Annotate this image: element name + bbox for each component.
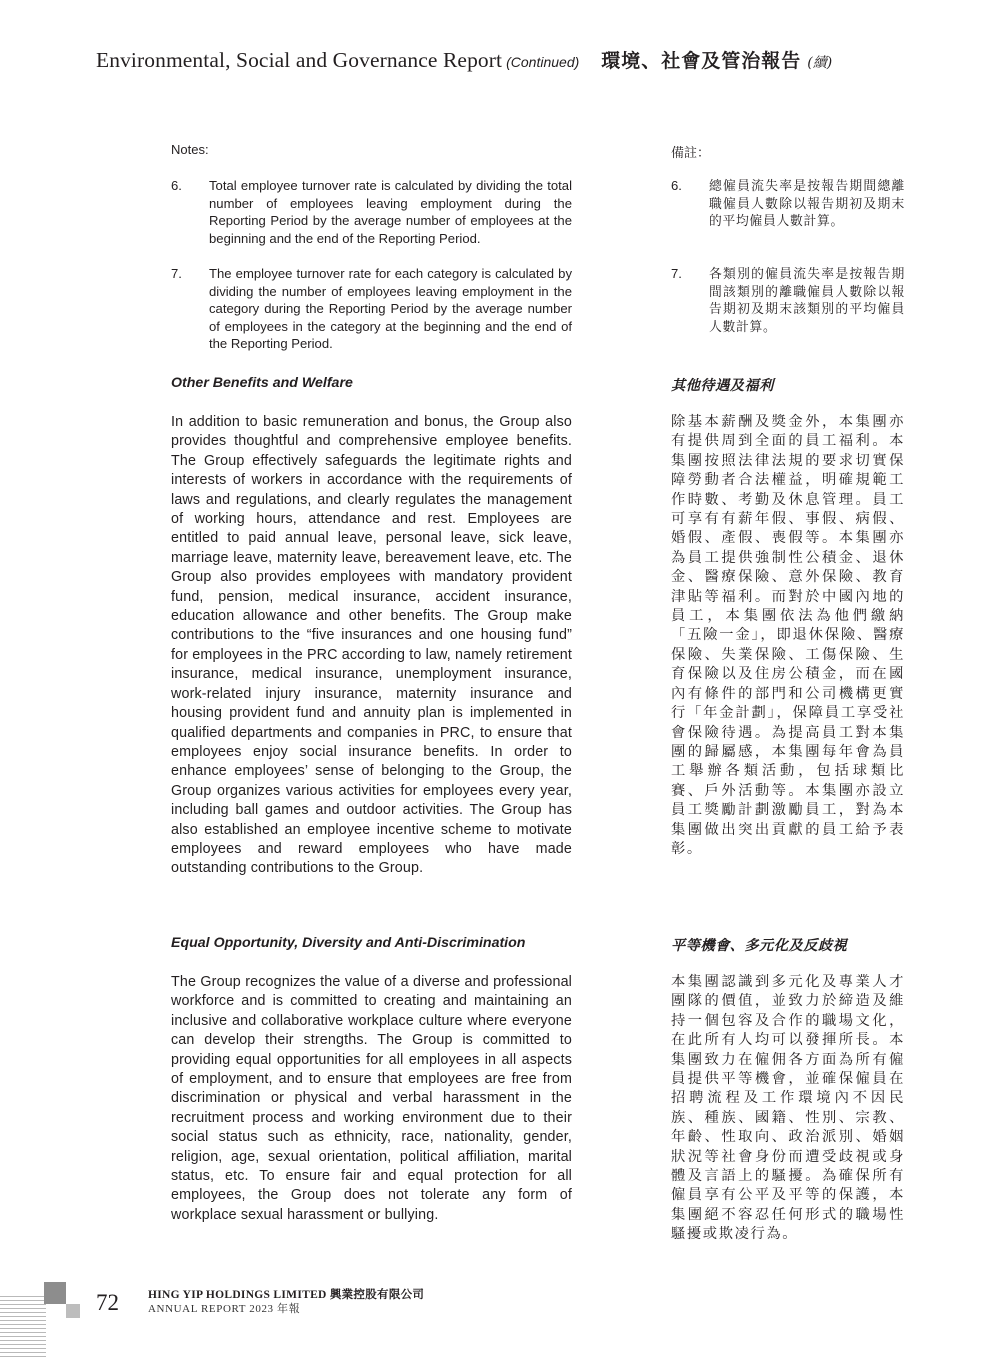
- equal-heading-en: Equal Opportunity, Diversity and Anti-Discrimination: [171, 935, 526, 951]
- note-number: 7.: [171, 266, 182, 281]
- report-title-zh: 環境、社會及管治報告: [601, 50, 802, 72]
- decorative-square-dark: [44, 1282, 66, 1304]
- benefits-body-en: In addition to basic remuneration and bonus, the Group also provides thoughtful and comprehensive employee benefits. The Group effectively safeguards the legitimate rights and interests of workers in accordance with the requirements of laws and regulations, and clearly regulates the management of working hours, attendance and rest. Employees are entitled to paid annual leave, personal leave, sick leave, marriage leave, maternity leave, bereavement leave, etc. The Group also provides employees with mandatory provident fund, pension, medical insurance, accident insurance, education allowance and other benefits. The Group make contributions to the “five insurances and one housing fund” for employees in the PRC according to law, namely retirement insurance, medical insurance, unemployment insurance, work-related injury insurance, maternity insurance and housing provident fund and annuity plan is implemented in qualified departments and companies in PRC, to ensure that employees enjoy social insurance benefits. In order to enhance employees’ sense of belonging to the Group, the Group organizes various activities for employees every year, including ball games and outdoor activities. The Group has also established an employee incentive scheme to motivate employees and reward employees who have made outstanding contributions to the Group.: [171, 414, 572, 877]
- report-continued-en: (Continued): [506, 54, 580, 70]
- page-number: 72: [96, 1290, 119, 1315]
- notes-label-en: Notes:: [171, 142, 209, 157]
- notes-label-zh: 備註：: [671, 145, 711, 160]
- note-number: 7.: [671, 266, 682, 281]
- page-footer: [0, 1278, 500, 1357]
- notes-list-zh: [671, 177, 905, 367]
- benefits-heading-en: Other Benefits and Welfare: [171, 375, 353, 391]
- equal-body-zh: 本集團認識到多元化及專業人才團隊的價值，並致力於締造及維持一個包容及合作的職場文化，在此所有人均可以發揮所長。本集團致力在僱佣各方面為所有僱員提供平等機會，並確保僱員在招聘流程及工作環境內不因民族、種族、國籍、性別、宗教、年齡、性取向、政治派別、婚姻狀況等社會身份而遭受歧視或身體及言語上的騷擾。為確保所有僱員享有公平及平等的保護，本集團絕不容忍任何形式的職場性騷擾或欺凌行為。: [671, 974, 905, 1243]
- note-text: 各類別的僱員流失率是按報告期間該類別的離職僱員人數除以報告期初及期末該類別的平均僱員人數計算。: [709, 266, 905, 334]
- page-header: [96, 46, 960, 80]
- report-title-en: Environmental, Social and Governance Report: [96, 48, 503, 72]
- note-number: 6.: [671, 178, 682, 193]
- note-text: Total employee turnover rate is calculated by dividing the total number of employees leaving employment during the Reporting Period by the average number of employees at the beginning and the end of the Reporting Period.: [209, 178, 572, 246]
- note-text: 總僱員流失率是按報告期間總離職僱員人數除以報告期初及期末的平均僱員人數計算。: [709, 178, 905, 229]
- note-text: The employee turnover rate for each category is calculated by dividing the number of employees leaving employment in the category during the Reporting Period by the average number of employees in the category at the beginning and the end of the Reporting Period.: [209, 266, 572, 352]
- benefits-body-zh: 除基本薪酬及獎金外，本集團亦有提供周到全面的員工福利。本集團按照法律法規的要求切實保障勞動者合法權益，明確規範工作時數、考勤及休息管理。員工可享有有薪年假、事假、病假、婚假、產假、喪假等。本集團亦為員工提供強制性公積金、退休金、醫療保險、意外保險、教育津貼等福利。而對於中國內地的員工，本集團依法為他們繳納「五險一金」，即退休保險、醫療保險、失業保險、工傷保險、生育保險以及住房公積金，而在國內有條件的部門和公司機構更實行「年金計劃」，保障員工享受社會保險待遇。為提高員工對本集團的歸屬感，本集團每年會為員工舉辦各類活動，包括球類比賽、戶外活動等。本集團亦設立員工獎勵計劃激勵員工，對為本集團做出突出貢獻的員工給予表彰。: [671, 414, 905, 857]
- decorative-stripes: [0, 1296, 46, 1357]
- company-name: HING YIP HOLDINGS LIMITED 興業控股有限公司: [148, 1289, 425, 1301]
- report-year: ANNUAL REPORT 2023 年報: [148, 1303, 301, 1315]
- benefits-heading-zh: 其他待遇及福利: [671, 378, 774, 394]
- equal-body-en: The Group recognizes the value of a diverse and professional workforce and is committed to creating and maintaining an inclusive and collaborative workplace culture where everyone can develop their strengths. The Group is committed to providing equal opportunities for all employees in all aspects of employment, and to ensure that employees are free from discrimination or physical and verbal harassment in the recruitment process and working environment due to their social status such as ethnicity, race, nationality, gender, religion, age, sexual orientation, political affiliation, marital status, etc. To ensure fair and equal protection for all employees, the Group does not tolerate any form of workplace sexual harassment or bullying.: [171, 974, 572, 1223]
- equal-heading-zh: 平等機會、多元化及反歧視: [671, 938, 848, 954]
- report-continued-zh: (續): [807, 55, 833, 71]
- decorative-square-light: [66, 1304, 80, 1318]
- notes-list-en: [171, 177, 572, 367]
- note-number: 6.: [171, 178, 182, 193]
